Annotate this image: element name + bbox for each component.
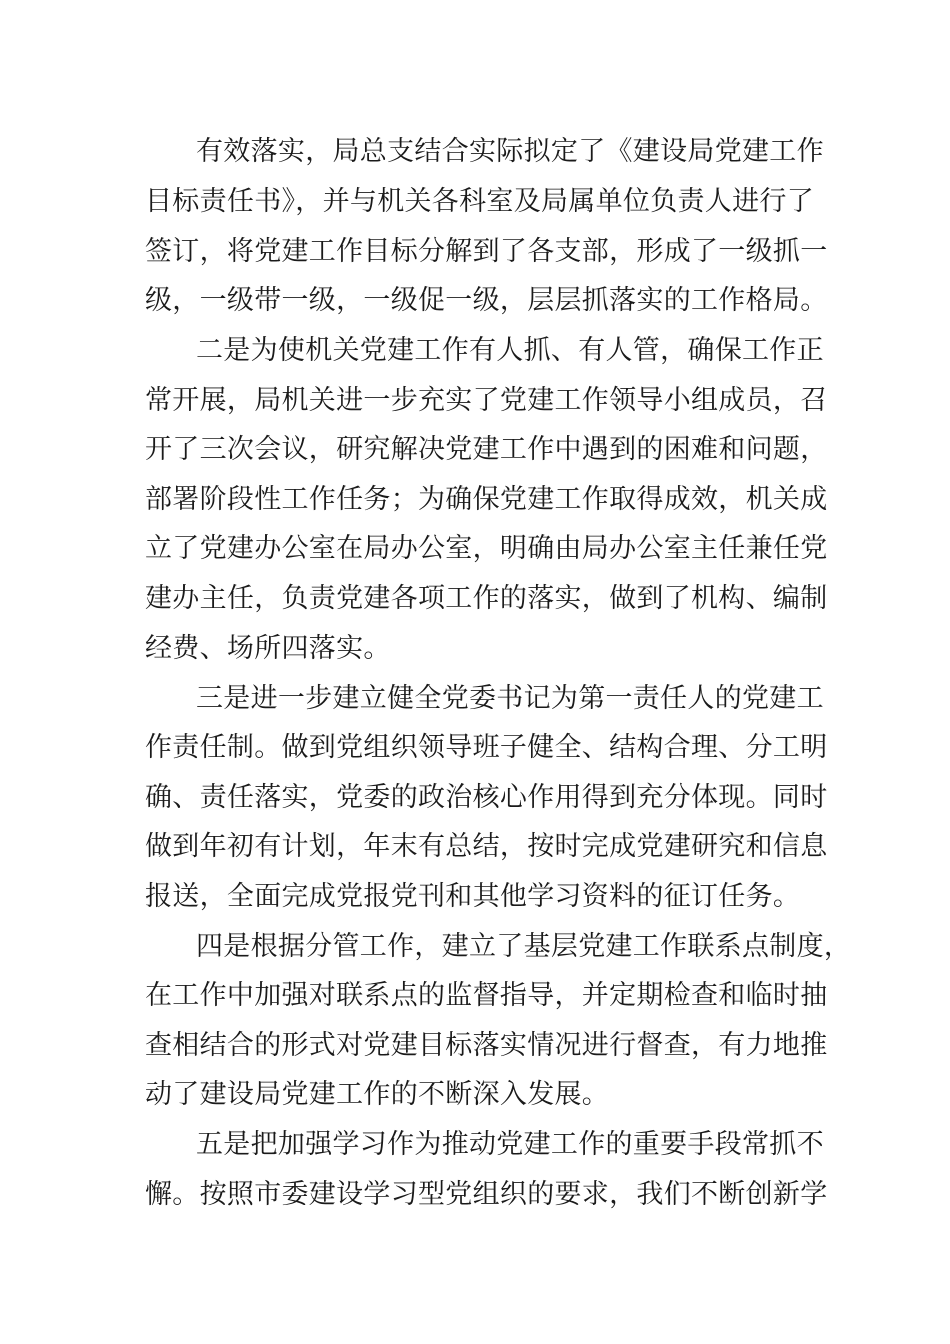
text-line: 做到年初有计划，年末有总结，按时完成党建研究和信息 bbox=[145, 831, 828, 862]
text-line: 常开展，局机关进一步充实了党建工作领导小组成员，召 bbox=[145, 385, 828, 416]
text-line: 确、责任落实，党委的政治核心作用得到充分体现。同时 bbox=[145, 782, 828, 813]
text-line: 在工作中加强对联系点的监督指导，并定期检查和临时抽 bbox=[145, 980, 828, 1011]
text-line: 级，一级带一级，一级促一级，层层抓落实的工作格局。 bbox=[145, 285, 828, 316]
paragraph-three-start: 三是进一步建立健全党委书记为第一责任人的党建工 bbox=[196, 683, 824, 714]
text-line: 作责任制。做到党组织领导班子健全、结构合理、分工明 bbox=[145, 732, 828, 763]
text-line: 有效落实，局总支结合实际拟定了《建设局党建工作 bbox=[196, 136, 824, 167]
paragraph-four-start: 四是根据分管工作，建立了基层党建工作联系点制度， bbox=[196, 931, 852, 962]
text-line: 建办主任，负责党建各项工作的落实，做到了机构、编制 bbox=[145, 583, 828, 614]
text-line: 目标责任书》，并与机关各科室及局属单位负责人进行了 bbox=[145, 186, 814, 217]
text-line: 查相结合的形式对党建目标落实情况进行督查，有力地推 bbox=[145, 1030, 828, 1061]
paragraph-two-start: 二是为使机关党建工作有人抓、有人管，确保工作正 bbox=[196, 335, 824, 366]
text-line: 立了党建办公室在局办公室，明确由局办公室主任兼任党 bbox=[145, 533, 828, 564]
text-line: 经费、场所四落实。 bbox=[145, 633, 391, 664]
paragraph-five-start: 五是把加强学习作为推动党建工作的重要手段常抓不 bbox=[196, 1129, 824, 1160]
text-line: 部署阶段性工作任务；为确保党建工作取得成效，机关成 bbox=[145, 484, 828, 515]
text-line: 开了三次会议，研究解决党建工作中遇到的困难和问题， bbox=[145, 434, 828, 465]
text-line: 报送，全面完成党报党刊和其他学习资料的征订任务。 bbox=[145, 881, 801, 912]
text-line: 动了建设局党建工作的不断深入发展。 bbox=[145, 1079, 610, 1110]
text-line: 懈。按照市委建设学习型党组织的要求，我们不断创新学 bbox=[145, 1179, 828, 1210]
text-line: 签订，将党建工作目标分解到了各支部，形成了一级抓一 bbox=[145, 236, 828, 267]
